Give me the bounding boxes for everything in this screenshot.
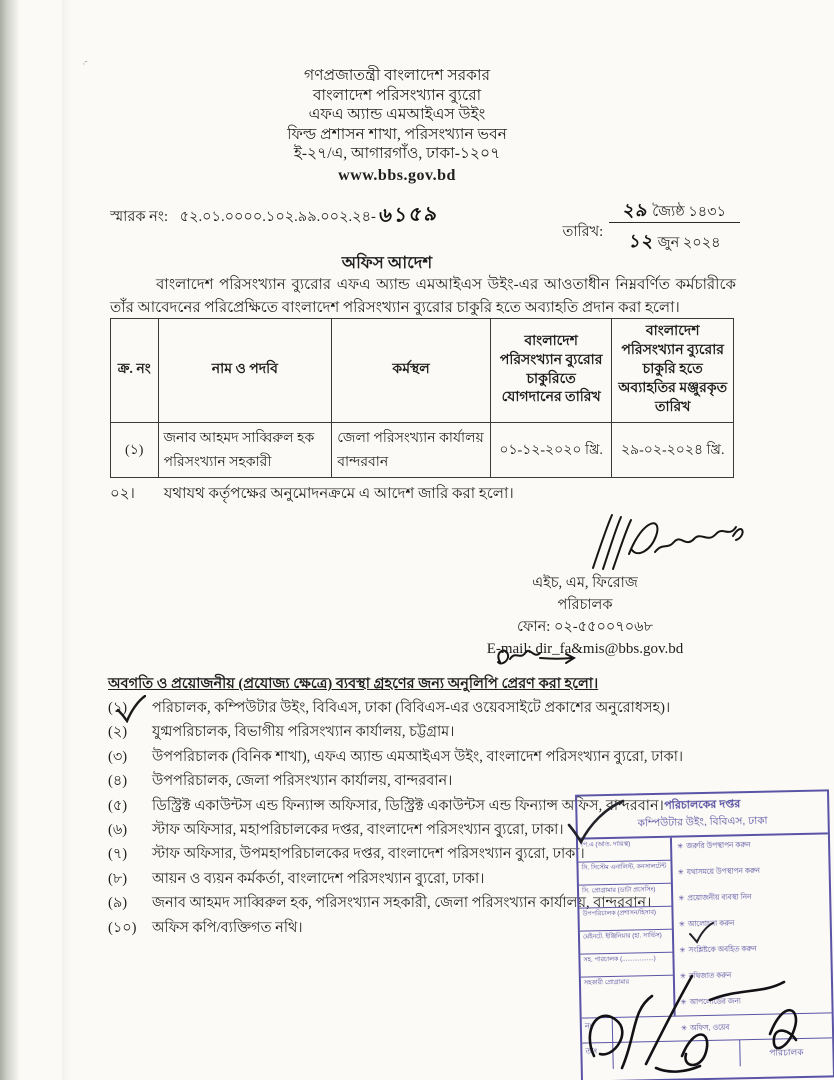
memo-label: স্মারক নং: xyxy=(110,209,169,225)
date-gregorian xyxy=(629,233,721,251)
cell-name xyxy=(158,423,332,478)
cell-release-date: ২৯-০২-২০২৪ খ্রি. xyxy=(612,423,734,478)
date-block xyxy=(562,196,740,258)
branch-line: ফিল্ড প্রশাসন শাখা, পরিসংখ্যান ভবন xyxy=(287,125,507,143)
cc-item-number: (৯) xyxy=(108,895,128,912)
letterhead xyxy=(0,66,794,185)
govt-line: গণপ্রজাতন্ত্রী বাংলাদেশ সরকার xyxy=(303,67,491,84)
stamp-designation: পি.এ (অতি. দায়িত্ব) xyxy=(578,838,670,863)
asterisk-bullet: ✳ xyxy=(677,841,684,851)
employee-release-table xyxy=(110,318,734,478)
stamp-designation: সহকারী প্রোগ্রামার xyxy=(583,978,630,987)
memo-number-printed: ৫২.০১.০০০০.১০২.৯৯.০০২.২৪- xyxy=(179,209,376,225)
date-bn-printed: জ্যৈষ্ঠ ১৪৩১ xyxy=(652,204,726,220)
asterisk-bullet: ✳ xyxy=(679,971,687,981)
pencil-mark: .- xyxy=(80,55,89,67)
table-row xyxy=(111,423,734,478)
stamp-action-item: ✳ জরুরি উপস্থাপন করুন xyxy=(677,840,751,851)
cc-item-text: স্টাফ অফিসার, উপমহাপরিচালকের দপ্তর, বাংলাদেশ পরিসংখ্যান ব্যুরো, ঢাকা। xyxy=(152,846,585,863)
website-text: www.bbs.gov.bd xyxy=(338,166,456,184)
table-header-row xyxy=(111,319,734,423)
asterisk-bullet: ✳ xyxy=(678,893,685,903)
signature-scrawl xyxy=(585,512,750,574)
cc-item-number: (৬) xyxy=(108,822,128,839)
employee-name: জনাব আহমদ সাব্বিরুল হক xyxy=(163,431,315,446)
memo-number-handwritten: ৬১৫৯ xyxy=(378,202,441,228)
cc-item-number: (৭) xyxy=(108,846,128,863)
handwritten-date-scrawl xyxy=(560,938,828,1080)
org-line: বাংলাদেশ পরিসংখ্যান ব্যুরো xyxy=(312,86,482,104)
date-en-day-handwritten: ১২ xyxy=(627,231,656,251)
stamp-action-item: ✳ আপলোডের জন্য xyxy=(680,996,741,1007)
header-join-date: বাংলাদেশ পরিসংখ্যান ব্যুরোর চাকুরিতে যোগদানের তারিখ xyxy=(490,319,612,423)
cc-item-text: পরিচালক, কম্পিউটার উইং, বিবিএস, ঢাকা (বিবিএস-এর ওয়েবসাইটে প্রকাশের অনুরোধসহ)। xyxy=(152,700,671,716)
stamp-designation: সি. সিস্টেম এনালিস্ট, কনসালটেন্ট xyxy=(578,861,670,886)
asterisk-bullet: ✳ xyxy=(677,867,684,877)
date-label: তারিখ: xyxy=(562,224,604,240)
stamp-action-item: ✳ নথিজাত করুন xyxy=(679,970,732,981)
paragraph-02-text: যথাযথ কর্তৃপক্ষের অনুমোদনক্রমে এ আদেশ জারি করা হলো। xyxy=(163,486,514,502)
stamp-checkmark-icon xyxy=(566,798,626,846)
memo-number xyxy=(110,200,439,233)
cell-serial: (১) xyxy=(111,423,159,478)
cc-item-number: (১) xyxy=(108,700,128,716)
signatory-phone: ফোন: ০২-৫৫০০৭০৬৮ xyxy=(516,619,654,635)
stamp-date-label: তাং xyxy=(582,1043,614,1070)
stamp-action-item: ✳ অফিস, ওয়েব xyxy=(680,1022,730,1033)
paragraph-02 xyxy=(110,482,514,507)
header-name: নাম ও পদবি xyxy=(158,319,332,423)
cc-item xyxy=(108,748,752,766)
asterisk-bullet: ✳ xyxy=(680,1023,688,1033)
cc-item-number: (৪) xyxy=(108,773,128,790)
cc-item-number: (৮) xyxy=(108,870,128,887)
cc-item-number: (৫) xyxy=(108,797,128,814)
signatory-email: E-mail: dir_fa&mis@bbs.gov.bd xyxy=(486,641,684,657)
asterisk-bullet: ✳ xyxy=(678,919,685,929)
address-line: ই-২৭/এ, আগারগাঁও, ঢাকা-১২০৭ xyxy=(293,145,501,162)
stamp-director-label: পরিচালক xyxy=(769,1046,804,1058)
cc-item-number: (৩) xyxy=(108,748,128,765)
cc-item xyxy=(108,699,752,717)
stamp-office-name: পরিচালকের দপ্তর xyxy=(664,798,741,812)
document-title: অফিস আদেশ xyxy=(341,253,433,272)
asterisk-bullet: ✳ xyxy=(680,997,687,1007)
cell-join-date: ০১-১২-২০২০ খ্রি. xyxy=(490,423,612,478)
stamp-designation: মেইনটে. ইঞ্জিনিয়ার (হা. সার্ভিস) xyxy=(580,930,672,955)
cc-item-text: ডিস্ট্রিক্ট একাউন্টস এন্ড ফিন্যান্স অফিসার, ডিস্ট্রিক্ট একাউন্টস এন্ড ফিন্যান্স অফিস, বান্দরবান। xyxy=(152,797,664,814)
header-workplace: কর্মস্থল xyxy=(332,319,491,423)
signatory-name: এইচ, এম, ফিরোজ xyxy=(532,575,638,591)
date-bn-day-handwritten: ২৯ xyxy=(622,200,651,220)
employee-designation: পরিসংখ্যান সহকারী xyxy=(163,455,272,470)
checkmark-icon xyxy=(116,695,146,723)
cell-workplace xyxy=(332,423,491,478)
cc-item-text: উপপরিচালক (বিনিক শাখা), এফএ অ্যান্ড এমআইএস উইং, বাংলাদেশ পরিসংখ্যান ব্যুরো, ঢাকা। xyxy=(152,748,684,765)
header-release-date: বাংলাদেশ পরিসংখ্যান ব্যুরোর চাকুরি হতে অব্যাহতির মঞ্জুরকৃত তারিখ xyxy=(612,319,734,423)
workplace-office: জেলা পরিসংখ্যান কার্যালয় xyxy=(337,431,484,446)
stamp-action-item: ✳ যথাসময়ে উপস্থাপন করুন xyxy=(677,865,761,877)
signatory-designation: পরিচালক xyxy=(557,597,613,613)
stamp-action-item: ✳ প্রয়োজনীয় ব্যবস্থা নিন xyxy=(678,892,752,903)
body-paragraph: বাংলাদেশ পরিসংখ্যান ব্যুরোর এফএ অ্যান্ড এমআইএস উইং-এর আওতাধীন নিম্নবর্ণিত কর্মচারীকে তাঁর আবেদনের পরিপ্রেক্ষিতে বাংলাদেশ পরিসংখ্যান ব্যুরোর চাকুরি হতে অব্যাহতি প্রদান করা হলো। xyxy=(110,277,736,316)
cc-item-text: জনাব আহমদ সাব্বিরুল হক, পরিসংখ্যান সহকারী, জেলা পরিসংখ্যান কার্যালয়, বান্দরবান। xyxy=(152,895,652,912)
cc-item-text: আয়ন ও ব্যয়ন কর্মকর্তা, বাংলাদেশ পরিসংখ্যান ব্যুরো, ঢাকা। xyxy=(152,870,485,887)
stamp-designation: সহ. পরিচালক (..................) xyxy=(580,953,672,978)
cc-item-text: উপপরিচালক, জেলা পরিসংখ্যান কার্যালয়, বান্দরবান। xyxy=(152,773,453,790)
workplace-district: বান্দরবান xyxy=(337,455,389,470)
paragraph-02-number: ০২। xyxy=(110,486,135,502)
stamp-designation: উপপরিচালক (প্রশাসন/হিসাব) xyxy=(579,907,671,932)
cc-item xyxy=(108,772,752,790)
initial-scrawl xyxy=(492,646,588,672)
cc-item-text: যুগ্মপরিচালক, বিভাগীয় পরিসংখ্যান কার্যালয়, চট্টগ্রাম। xyxy=(152,724,455,741)
asterisk-bullet: ✳ xyxy=(679,945,686,955)
cc-heading: অবগতি ও প্রয়োজনীয় (প্রযোজ্য ক্ষেত্রে) ব্যবস্থা গ্রহণের জন্য অনুলিপি প্রেরণ করা হলো। xyxy=(108,676,599,692)
cc-item-number: (১০) xyxy=(108,919,137,936)
stamp-action-item: ✳ আলোচনা করুন xyxy=(678,918,735,929)
date-bengali xyxy=(609,200,740,223)
cc-item xyxy=(108,723,752,741)
stamp-action-item: ✳ সংশ্লিষ্টকে অবহিত করুন xyxy=(679,943,757,955)
cc-item-text: অফিস কপি/ব্যক্তিগত নথি। xyxy=(152,919,303,936)
cc-item-text: স্টাফ অফিসার, মহাপরিচালকের দপ্তর, বাংলাদেশ পরিসংখ্যান ব্যুরো, ঢাকা। xyxy=(152,822,564,839)
date-en-printed: জুন ২০২৪ xyxy=(657,235,721,251)
date-fraction xyxy=(609,196,740,258)
cc-item-number: (২) xyxy=(108,724,128,741)
stamp-designation: সি. প্রোগ্রামার (ডাটা প্রসেসিং) xyxy=(579,884,671,909)
wing-line: এফএ অ্যান্ড এমআইএস উইং xyxy=(308,106,486,123)
stamp-no-label: নং xyxy=(582,1018,613,1043)
header-serial: ক্র. নং xyxy=(111,319,159,423)
stamp-office-address: কম্পিউটার উইং, বিবিএস, ঢাকা xyxy=(637,814,768,830)
